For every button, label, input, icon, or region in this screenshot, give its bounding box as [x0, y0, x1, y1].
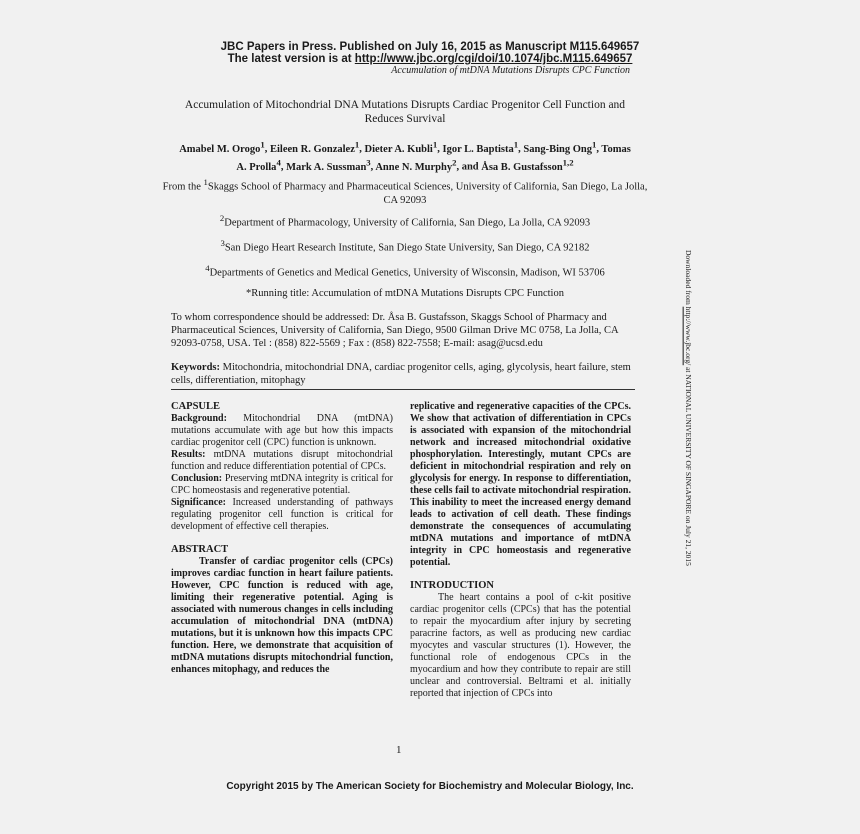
- side-note-link[interactable]: http://www.jbc.org/: [684, 306, 693, 366]
- author-name: Tomas A. Prolla: [236, 143, 631, 173]
- affiliation-1-text: Skaggs School of Pharmacy and Pharmaceutical Sciences, University of California, San Diego, La Jolla, CA 92093: [207, 181, 648, 206]
- author: [286, 157, 371, 173]
- press-line: JBC Papers in Press. Published on July 16, 2015 as Manuscript M115.649657: [220, 41, 640, 53]
- capsule-significance-text: Increased understanding of pathways regulating progenitor cell function is critical for development of effective cell therapies.: [171, 497, 393, 532]
- side-note-prefix: Downloaded from: [684, 250, 693, 307]
- author-name: Mark A. Sussman: [286, 161, 367, 173]
- left-column: [171, 401, 393, 676]
- affiliation-4-text: Departments of Genetics and Medical Genetics, University of Wisconsin, Madison, WI 53706: [209, 267, 605, 279]
- latest-version-line: [180, 53, 680, 65]
- affiliation-3: [160, 237, 650, 255]
- author-affiliation-sup: 2: [452, 157, 457, 167]
- right-column: [410, 401, 631, 700]
- affiliation-1: [160, 176, 650, 207]
- author: [442, 139, 519, 155]
- affiliation-1-prefix: From the: [162, 181, 201, 193]
- side-note-suffix: at NATIONAL UNIVERSITY OF SINGAPORE on July 21, 2015: [684, 365, 693, 566]
- abstract-text-left: Transfer of cardiac progenitor cells (CPCs) improves cardiac function in heart failure patients. However, CPC function is reduced with age, limiting their regenerative potential. Aging is associated with numerous changes in cells including accumulation of mitochondrial DNA (mtDNA) mutations, but it is unknown how this impacts CPC function. Here, we demonstrate that acquisition of mtDNA mutations disrupts mitochondrial function, enhances mitophagy, and reduces the: [171, 556, 393, 675]
- capsule-background-label: Background:: [171, 413, 227, 424]
- author-name: Anne N. Murphy: [375, 161, 453, 173]
- capsule-conclusion-label: Conclusion:: [171, 473, 223, 484]
- affiliation-3-text: San Diego Heart Research Institute, San Diego State University, San Diego, CA 92182: [224, 242, 590, 254]
- author-name: Eileen R. Gonzalez: [270, 143, 355, 155]
- affiliation-2: [160, 212, 650, 230]
- running-title: *Running title: Accumulation of mtDNA Mutations Disrupts CPC Function: [246, 288, 564, 299]
- author-affiliation-sup: 3: [366, 157, 371, 167]
- latest-version-prefix: The latest version is at: [227, 53, 355, 65]
- author-affiliation-sup: 1: [354, 139, 360, 149]
- capsule-results-text: mtDNA mutations disrupt mitochondrial function and reduce differentiation potential of CPCs.: [171, 449, 393, 472]
- author: [481, 157, 574, 173]
- author: [179, 139, 265, 155]
- affiliation-2-text: Department of Pharmacology, University of California, San Diego, La Jolla, CA 92093: [224, 217, 591, 229]
- capsule-conclusion: [171, 473, 393, 497]
- latest-version-link[interactable]: http://www.jbc.org/cgi/doi/10.1074/jbc.M115.649657: [354, 53, 633, 65]
- keywords-label: Keywords:: [171, 362, 220, 373]
- capsule-background: [171, 413, 393, 449]
- affiliation-1-sup: 1: [203, 177, 208, 187]
- author-affiliation-sup: 1: [260, 139, 265, 149]
- download-side-note: [681, 250, 695, 690]
- capsule-results-label: Results:: [171, 449, 206, 460]
- capsule-significance: [171, 497, 393, 533]
- author-name: Dieter A. Kubli: [364, 143, 433, 155]
- capsule-heading: CAPSULE: [171, 401, 221, 412]
- capsule-significance-label: Significance:: [171, 497, 226, 508]
- author-affiliation-sup: 1: [513, 139, 519, 149]
- page-number: 1: [396, 744, 402, 756]
- introduction-heading: INTRODUCTION: [410, 580, 495, 591]
- author-affiliation-sup: 1: [591, 139, 597, 149]
- author-affiliation-sup: 1,2: [562, 157, 574, 167]
- capsule-results: [171, 449, 393, 473]
- author: [375, 157, 457, 173]
- author-affiliation-sup: 1: [432, 139, 438, 149]
- author-name: Igor L. Baptista: [442, 143, 514, 155]
- capsule-background-text: Mitochondrial DNA (mtDNA) mutations accumulate with age but how this impacts cardiac progenitor cell (CPC) function is unknown.: [171, 413, 393, 448]
- correspondence: To whom correspondence should be addressed: Dr. Åsa B. Gustafsson, Skaggs School of Pharmacy and Pharmaceutical Sciences, University of California, San Diego, 9500 Gilman Drive MC 0758, La Jolla, CA 92093-0758, USA. Tel : (858) 822-5569 ; Fax : (858) 822-7558; E-mail: asag@ucsd.edu: [171, 312, 619, 349]
- author: [364, 139, 438, 155]
- affiliation-2-sup: 2: [219, 213, 225, 223]
- running-head: Accumulation of mtDNA Mutations Disrupts CPC Function: [391, 65, 630, 76]
- abstract-text-right: replicative and regenerative capacities of the CPCs. We show that activation of differentiation in CPCs is associated with expansion of the mitochondrial network and increased mitochondrial oxidative phosphorylation. Interestingly, mutant CPCs are deficient in mitochondrial respiration and rely on glycolysis for energy. In response to differentiation, these cells fail to activate mitochondrial respiration. This inability to meet the increased energy demand leads to activation of cell death. These findings demonstrate the consequences of accumulating mtDNA mutations and importance of mtDNA integrity in CPC homeostasis and regenerative potential.: [410, 401, 631, 568]
- affiliation-4-sup: 4: [205, 263, 210, 273]
- affiliation-4: [160, 262, 650, 280]
- author-list: Amabel M. Orogo$^1$, Eileen R. Gonzalez$^1$, Dieter A. Kubli$^1$, Igor L. Baptista$^1$, Sang-Bing Ong$^1$, Tomas A. Prolla$^4$, Mark A. Sussman$^3$, Anne N. Murphy$^2$, and Åsa B. Gustafsson$^{1,2}$: [179, 139, 631, 173]
- keywords: [171, 362, 636, 387]
- author: [523, 139, 597, 155]
- author-affiliation-sup: 4: [276, 157, 281, 167]
- author: [270, 139, 360, 155]
- author-name: Sang-Bing Ong: [523, 143, 592, 155]
- keywords-text: Mitochondria, mitochondrial DNA, cardiac progenitor cells, aging, glycolysis, heart failure, stem cells, differentiation, mitophagy: [171, 362, 631, 386]
- abstract-heading: ABSTRACT: [171, 544, 229, 555]
- introduction-text: The heart contains a pool of c-kit positive cardiac progenitor cells (CPCs) that has the potential to repair the myocardium after injury by secreting paracrine factors, as well as producing new cardiac myocytes and vascular structures (1). However, the functional role of endogenous CPCs in the myocardium and how they contribute to repair are still unclear and controversial. Beltrami et al. initially reported that injection of CPCs into: [410, 592, 631, 699]
- paper-title: Accumulation of Mitochondrial DNA Mutations Disrupts Cardiac Progenitor Cell Function and Reduces Survival: [184, 99, 626, 125]
- affiliation-3-sup: 3: [220, 238, 225, 248]
- divider-rule: [171, 389, 635, 390]
- capsule-conclusion-text: Preserving mtDNA integrity is critical for CPC homeostasis and regenerative potential.: [171, 473, 393, 496]
- author-name: Amabel M. Orogo: [179, 143, 261, 155]
- copyright-notice: Copyright 2015 by The American Society for Biochemistry and Molecular Biology, Inc.: [226, 781, 634, 792]
- author-name: Åsa B. Gustafsson: [481, 161, 563, 173]
